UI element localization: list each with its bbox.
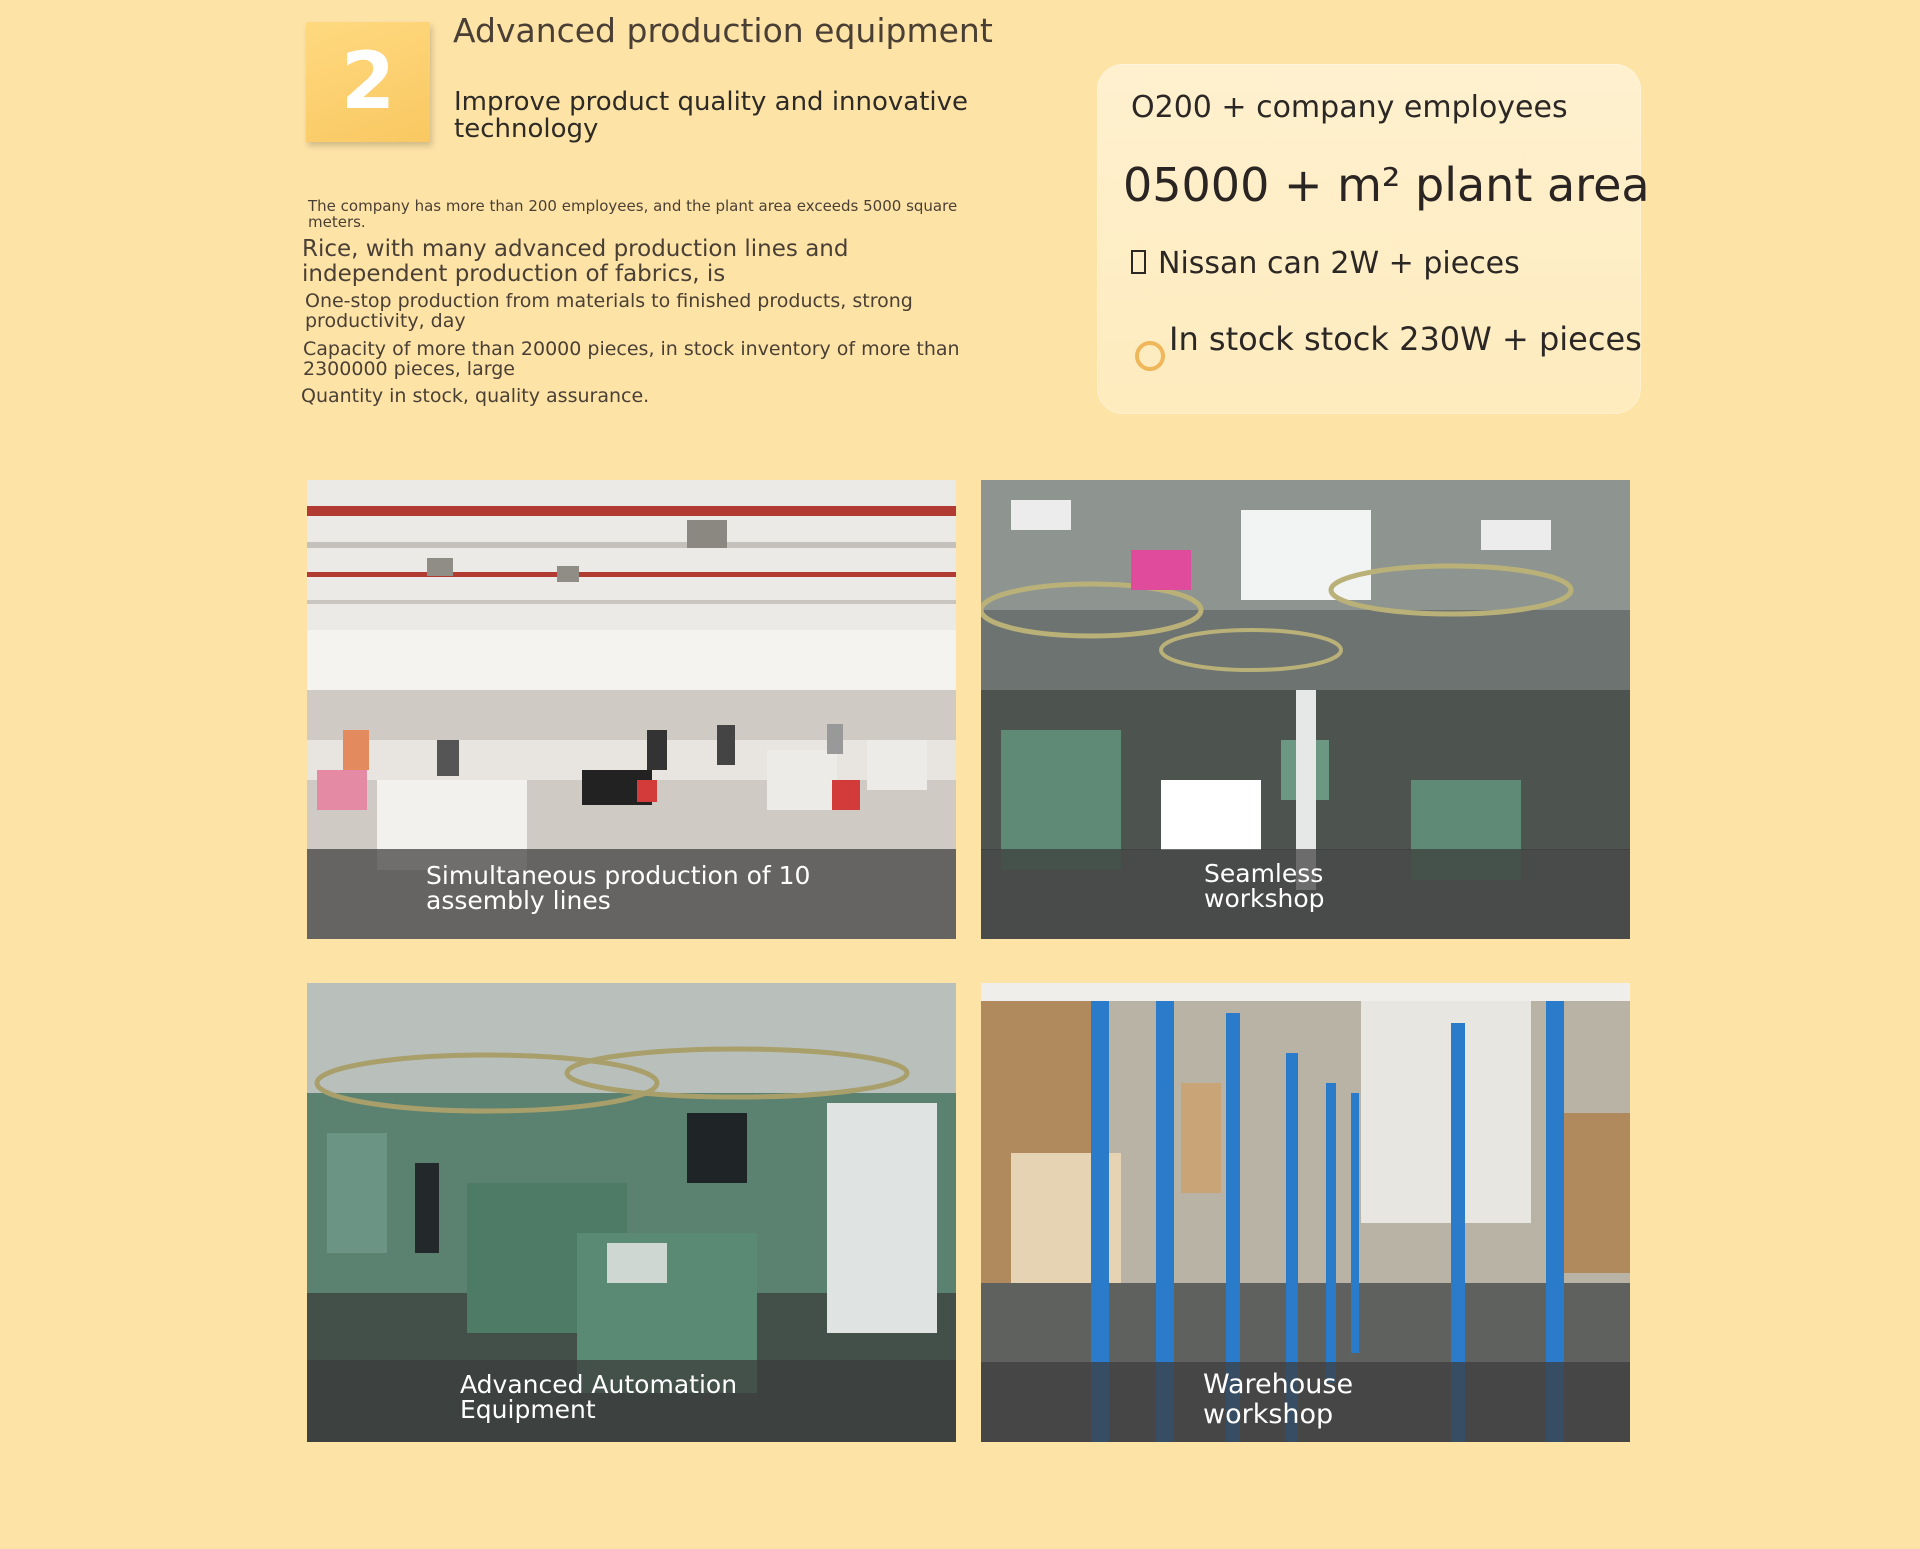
stat-daily-capacity <box>1131 246 1520 281</box>
gallery-caption: Simultaneous production of 10 assembly lines <box>426 861 811 915</box>
stat-in-stock: In stock stock 230W + pieces <box>1169 320 1642 358</box>
stat-daily-capacity-text: Nissan can 2W + pieces <box>1158 246 1520 281</box>
stat-employees: O200 + company employees <box>1131 90 1568 125</box>
gallery-item-seamless-workshop <box>981 480 1630 939</box>
section-title: Advanced production equipment <box>453 11 993 50</box>
stat-plant-area: 05000 + m² plant area <box>1123 158 1650 212</box>
gallery-caption: Seamless workshop <box>1204 859 1325 913</box>
body-line-3: One-stop production from materials to finished products, strong productivity, day <box>305 290 913 332</box>
section-subtitle: Improve product quality and innovative technology <box>454 87 969 144</box>
body-line-2: Rice, with many advanced production lines and independent production of fabrics, is <box>302 236 849 287</box>
body-line-1: The company has more than 200 employees, and the plant area exceeds 5000 square meters. <box>308 197 958 231</box>
body-line-4: Capacity of more than 20000 pieces, in stock inventory of more than 2300000 pieces, large <box>303 338 960 380</box>
gallery-caption: Advanced Automation Equipment <box>460 1370 738 1424</box>
gallery-item-assembly-lines <box>307 480 956 939</box>
ring-icon <box>1135 341 1165 371</box>
gallery-item-automation-equipment <box>307 983 956 1442</box>
gallery-caption: Warehouse workshop <box>1203 1369 1354 1430</box>
body-line-5: Quantity in stock, quality assurance. <box>301 385 650 407</box>
gallery-item-warehouse-workshop <box>981 983 1630 1442</box>
box-icon <box>1131 250 1146 274</box>
stats-card <box>1097 64 1650 414</box>
section-number-badge: 2 <box>306 22 430 142</box>
